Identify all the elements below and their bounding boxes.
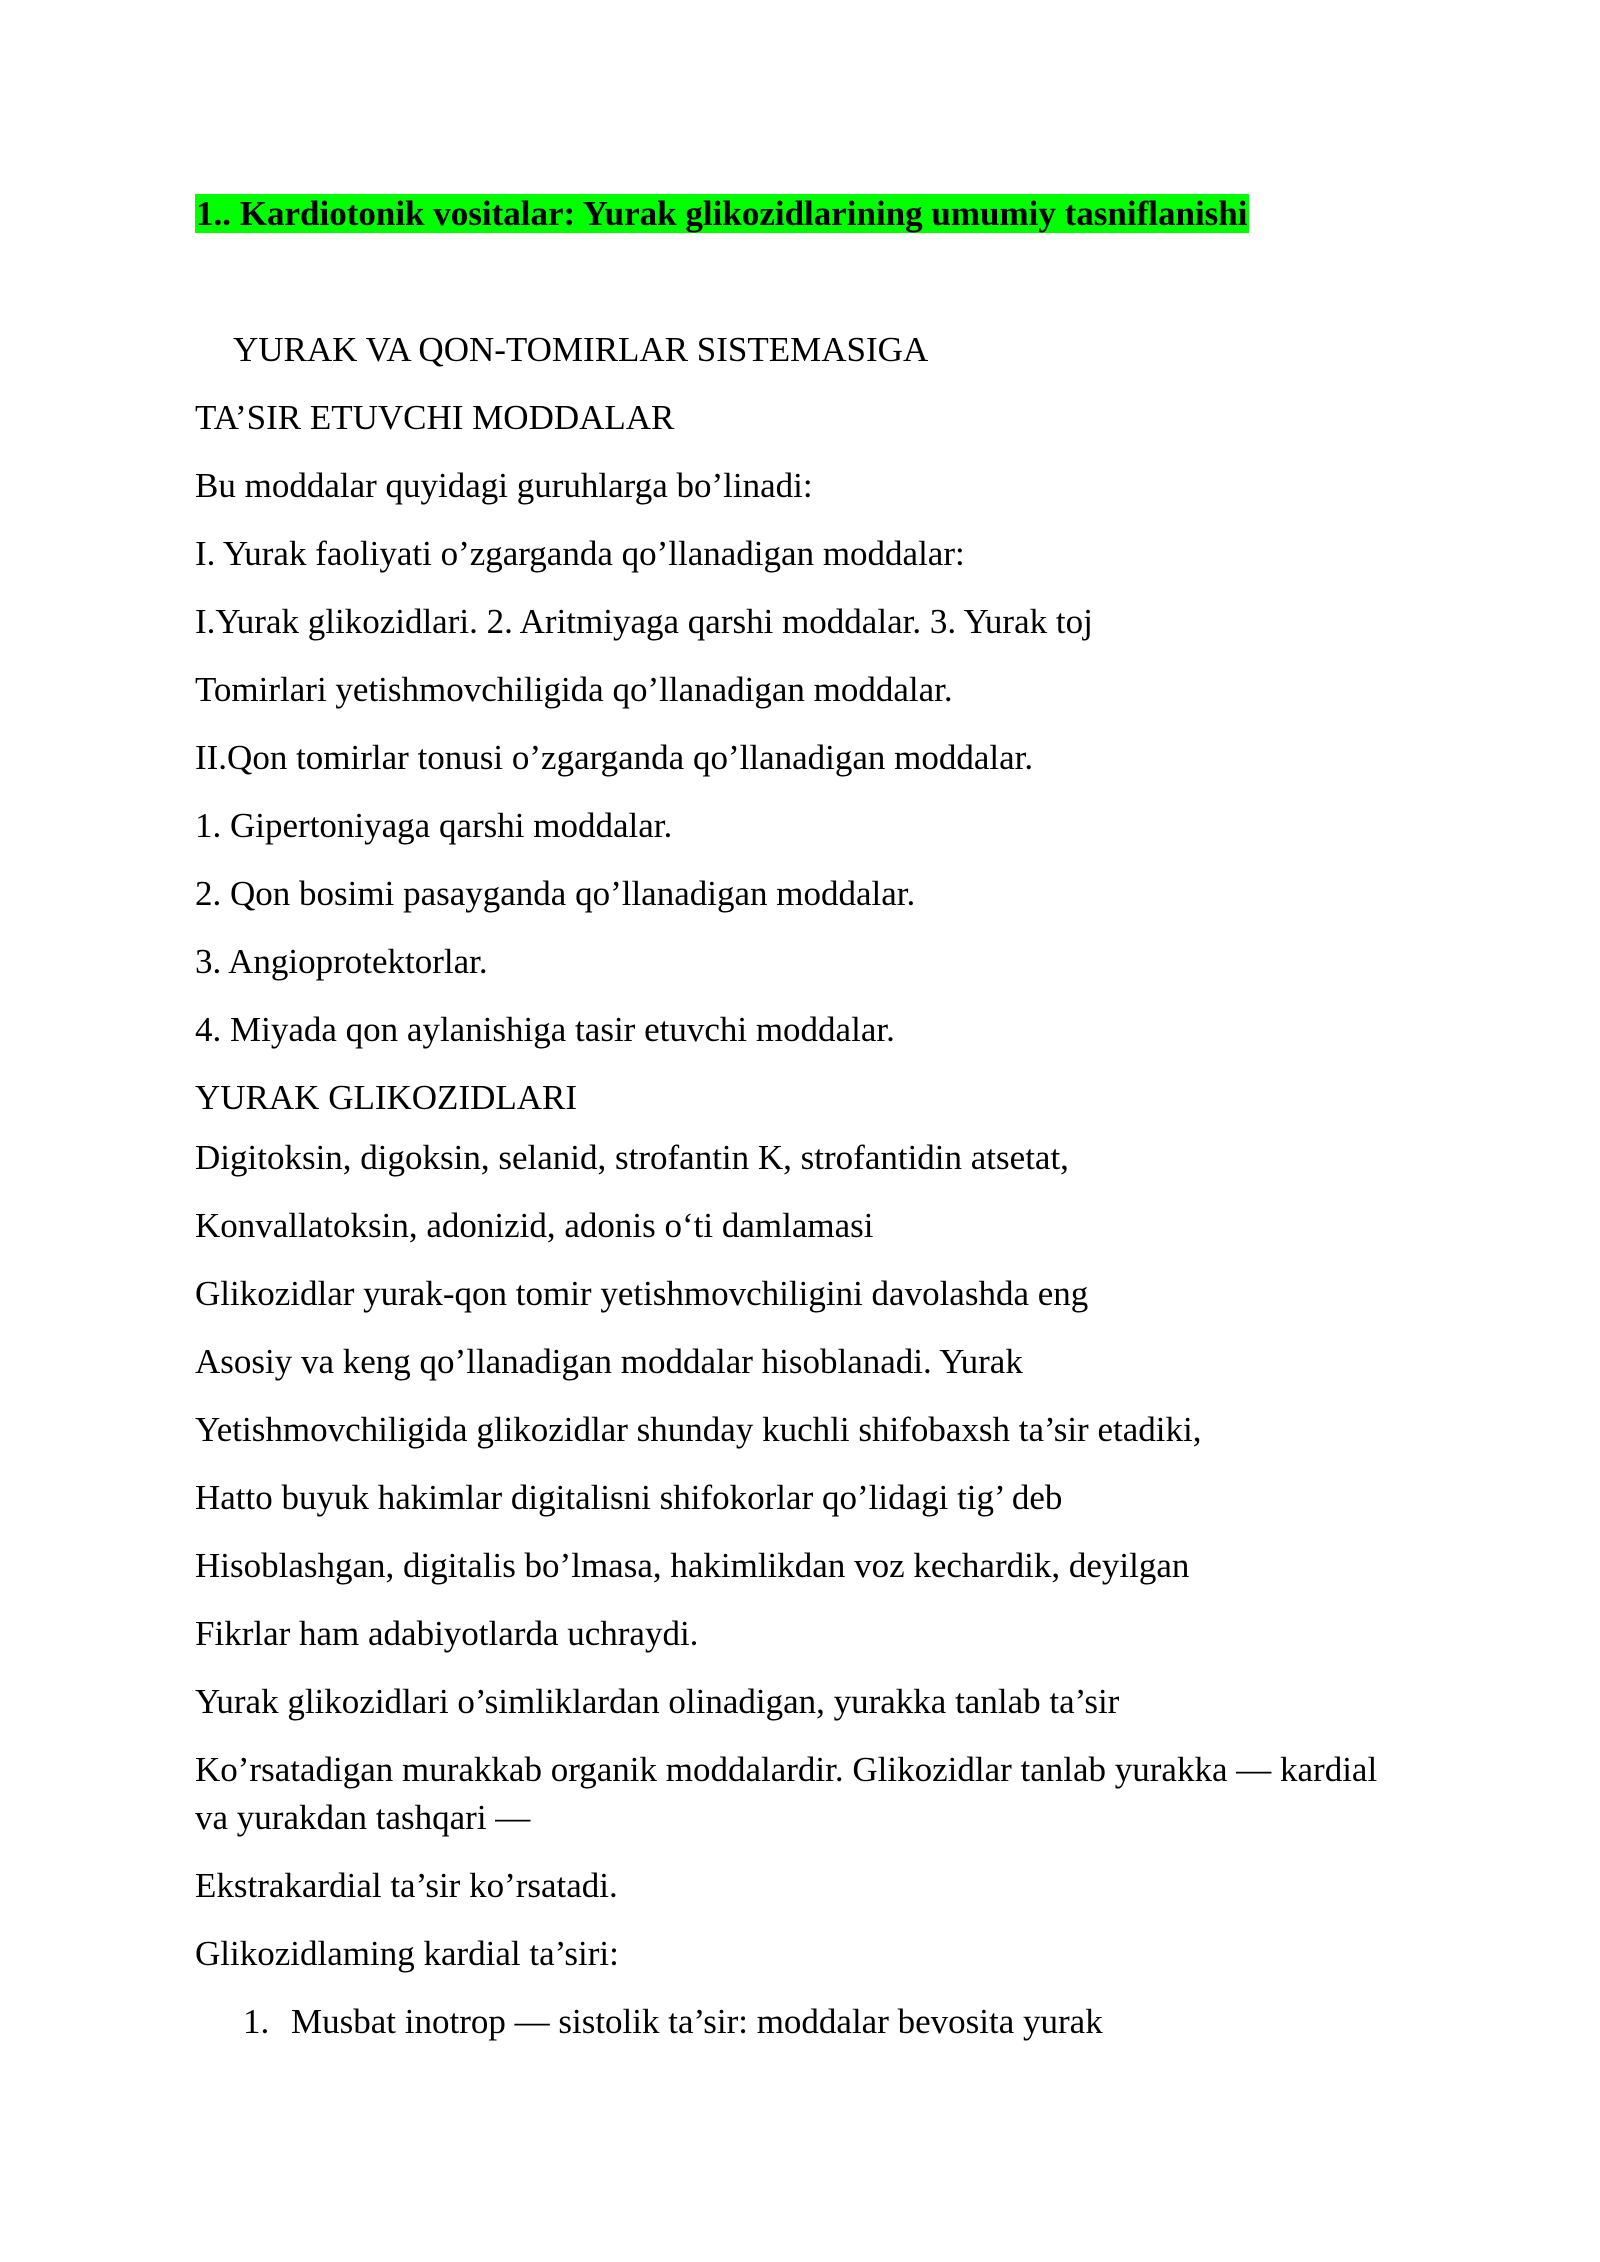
paragraph-line: Glikozidlaming kardial ta’siri: — [195, 1934, 619, 1973]
numbered-list-item — [195, 1998, 1405, 2046]
list-number: 1. — [243, 2002, 270, 2041]
paragraph-line: 3. Angioprotektorlar. — [195, 942, 488, 981]
paragraph-line: Glikozidlar yurak-qon tomir yetishmovchiligini davolashda eng — [195, 1274, 1089, 1313]
paragraph-line: Fikrlar ham adabiyotlarda uchraydi. — [195, 1614, 699, 1653]
paragraph-line: Ko’rsatadigan murakkab organik moddalardir. Glikozidlar tanlab yurakka — kardial va yurakdan tashqari — — [195, 1750, 1378, 1837]
paragraph-line: Hatto buyuk hakimlar digitalisni shifokorlar qo’lidagi tig’ deb — [195, 1478, 1063, 1517]
paragraph-line: I. Yurak faoliyati o’zgarganda qo’llanadigan moddalar: — [195, 534, 965, 573]
paragraph-line: YURAK GLIKOZIDLARI — [195, 1078, 578, 1117]
paragraph-line: Digitoksin, digoksin, selanid, strofantin K, strofantidin atsetat, — [195, 1138, 1069, 1177]
paragraph-line: Asosiy va keng qo’llanadigan moddalar hisoblanadi. Yurak — [195, 1342, 1023, 1381]
paragraph-line: 4. Miyada qon aylanishiga tasir etuvchi moddalar. — [195, 1010, 895, 1049]
paragraph-line: Konvallatoksin, adonizid, adonis o‘ti damlamasi — [195, 1206, 874, 1245]
highlighted-heading-text: 1.. Kardiotonik vositalar: Yurak glikozidlarining umumiy tasniflanishi — [196, 194, 1248, 233]
paragraph-line: II.Qon tomirlar tonusi o’zgarganda qo’llanadigan moddalar. — [195, 738, 1034, 777]
paragraph-line: 1. Gipertoniyaga qarshi moddalar. — [195, 806, 673, 845]
paragraph-line: TA’SIR ETUVCHI MODDALAR — [195, 398, 675, 437]
section-heading — [195, 190, 1405, 238]
document-body — [195, 190, 1405, 2046]
paragraph-line: Yetishmovchiligida glikozidlar shunday kuchli shifobaxsh ta’sir etadiki, — [195, 1410, 1202, 1449]
paragraph-line: Ekstrakardial ta’sir ko’rsatadi. — [195, 1866, 618, 1905]
paragraph-line: Bu moddalar quyidagi guruhlarga bo’linadi: — [195, 466, 813, 505]
paragraph-line: YURAK VA QON-TOMIRLAR SISTEMASIGA — [233, 330, 929, 369]
list-item-text: Musbat inotrop — sistolik ta’sir: moddalar bevosita yurak — [291, 2002, 1103, 2041]
paragraph-line: Hisoblashgan, digitalis bo’lmasa, hakimlikdan voz kechardik, deyilgan — [195, 1546, 1190, 1585]
paragraph-line: I.Yurak glikozidlari. 2. Aritmiyaga qarshi moddalar. 3. Yurak toj — [195, 602, 1093, 641]
paragraph-line: Yurak glikozidlari o’simliklardan olinadigan, yurakka tanlab ta’sir — [195, 1682, 1120, 1721]
paragraph-line: Tomirlari yetishmovchiligida qo’llanadigan moddalar. — [195, 670, 953, 709]
paragraph-line: 2. Qon bosimi pasayganda qo’llanadigan moddalar. — [195, 874, 916, 913]
blank-space — [195, 238, 1405, 326]
